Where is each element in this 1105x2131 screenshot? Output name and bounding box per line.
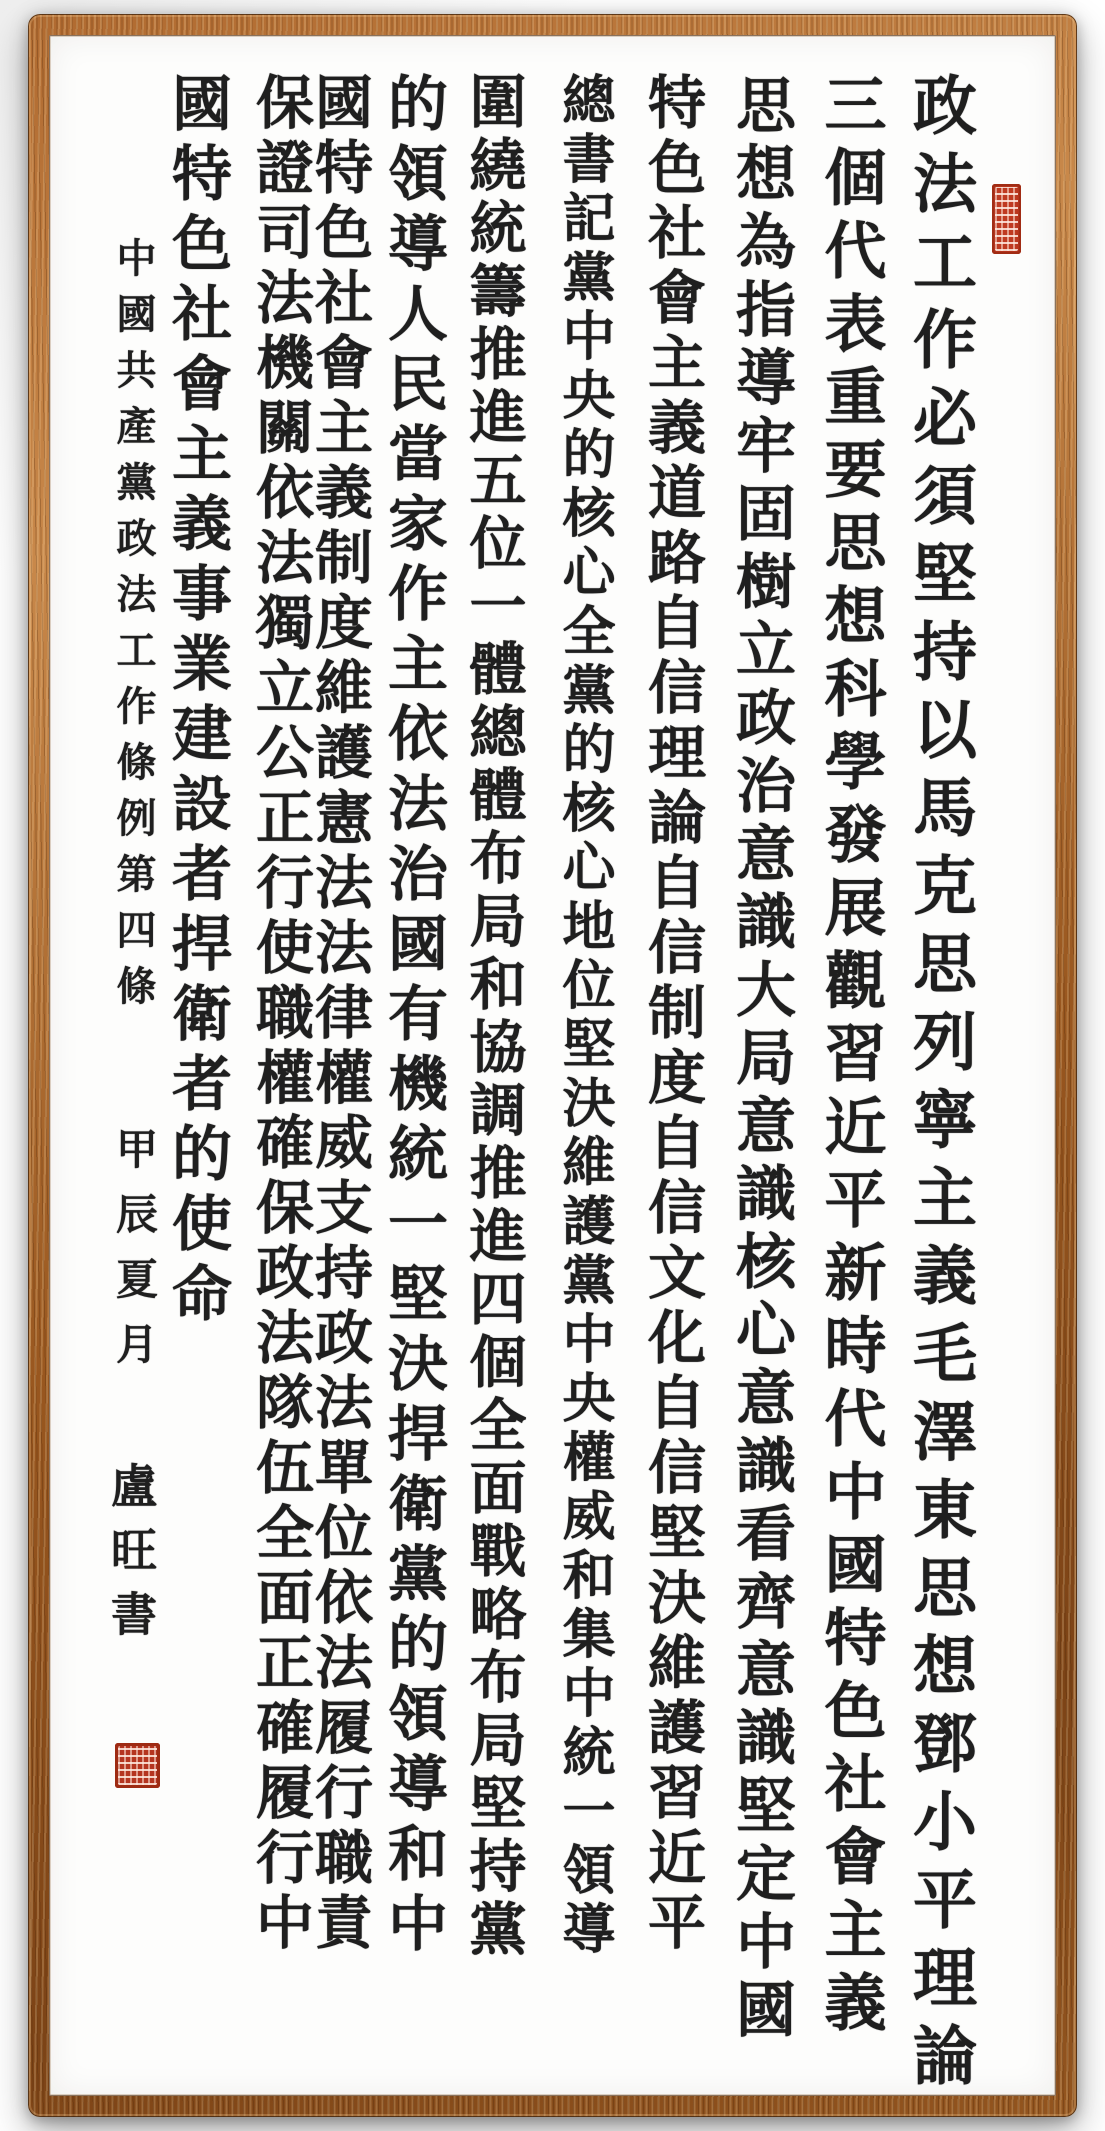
leisure-seal-top-right: [992, 184, 1021, 254]
text-column-10: 國特色社會主義事業建設者捍衛者的使命: [162, 72, 232, 1332]
text-column-5: 總書記黨中央的核心全黨的核心地位堅決維護黨中央權威和集中統一領導: [554, 72, 616, 1960]
text-column-3: 思想為指導牢固樹立政治意識大局意識核心意識看齊意識堅定中國: [726, 74, 796, 2046]
artist-name-seal-bottom-left: [115, 1743, 160, 1788]
wooden-picture-frame: [28, 14, 1077, 2117]
text-column-7: 的領導人民當家作主依法治國有機統一堅決捍衛黨的領導和中: [378, 72, 448, 1962]
colophon-signature-column: 盧旺書: [104, 1462, 158, 1654]
text-column-8: 國特色社會主義制度維護憲法法律權威支持政法單位依法履行職責: [305, 72, 373, 1957]
calligraphy-paper: [49, 35, 1056, 2100]
text-column-6: 圍繞統籌推進五位一體總體布局和協調推進四個全面戰略布局堅持黨: [460, 72, 527, 1962]
colophon-date-column: 甲辰夏月: [110, 1127, 159, 1387]
text-column-9: 保證司法機關依法獨立公正行使職權確保政法隊伍全面正確履行中: [246, 72, 314, 1957]
text-column-2: 三個代表重要思想科學發展觀習近平新時代中國特色社會主義: [814, 72, 887, 2043]
text-column-4: 特色社會主義道路自信理論自信制度自信文化自信堅決維護習近平: [638, 72, 706, 1957]
colophon-title-column: 中國共產黨政法工作條例第四條: [110, 237, 157, 1021]
text-column-1: 政法工作必須堅持以馬克思列寧主義毛澤東思想鄧小平理論: [902, 72, 977, 2100]
